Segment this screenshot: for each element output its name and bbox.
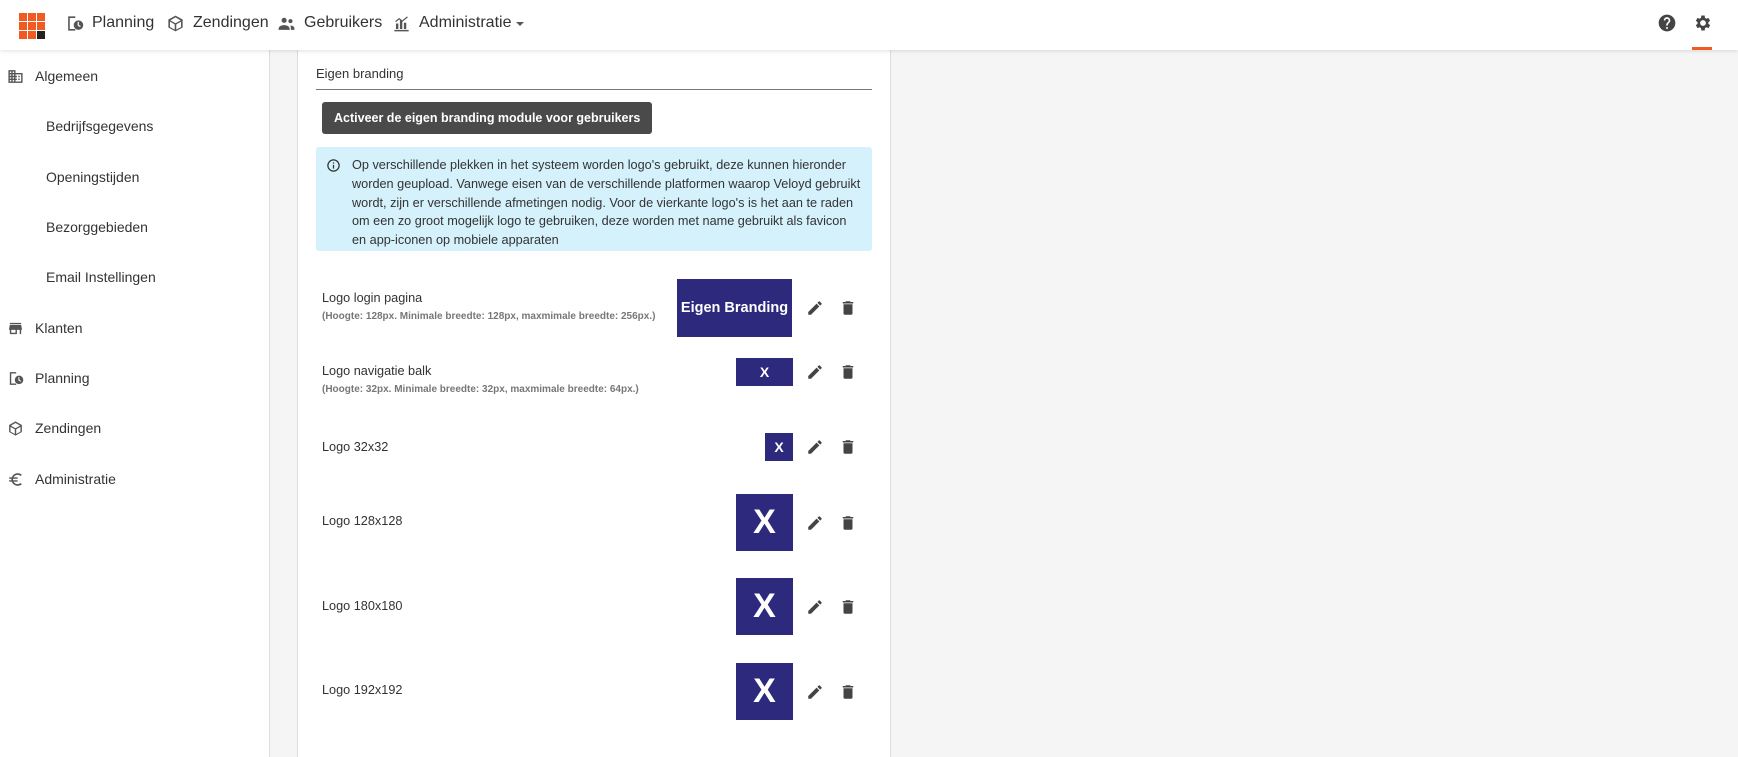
- info-icon: [326, 158, 341, 173]
- nav-zendingen[interactable]: [166, 0, 269, 46]
- gear-icon[interactable]: [1693, 13, 1713, 33]
- edit-icon[interactable]: [806, 299, 824, 317]
- edit-icon[interactable]: [806, 438, 824, 456]
- delete-icon[interactable]: [839, 363, 857, 381]
- top-navbar: [0, 0, 1738, 50]
- delete-icon[interactable]: [839, 438, 857, 456]
- sidebar-item-label: Administratie: [35, 471, 116, 487]
- sidebar-item-bedrijfsgegevens[interactable]: [46, 111, 153, 141]
- branding-card: [297, 50, 891, 757]
- delete-icon[interactable]: [839, 683, 857, 701]
- sidebar-item-label: Openingstijden: [46, 169, 140, 185]
- sidebar-item-administratie[interactable]: [0, 464, 116, 494]
- sidebar-item-algemeen[interactable]: [0, 61, 98, 91]
- logo-preview: Eigen Branding: [677, 279, 792, 337]
- package-icon: [166, 14, 185, 33]
- logo-row-128: [322, 494, 872, 552]
- sidebar-item-label: Bedrijfsgegevens: [46, 118, 154, 134]
- logo-row-192: [322, 663, 872, 721]
- sidebar-item-planning[interactable]: [0, 363, 90, 393]
- delete-icon[interactable]: [839, 299, 857, 317]
- building-icon: [7, 68, 24, 85]
- nav-zendingen-label: Zendingen: [193, 14, 269, 31]
- sidebar-item-openingstijden[interactable]: [46, 162, 139, 192]
- logo-row-login: [322, 278, 872, 338]
- logo-preview: X: [765, 433, 793, 461]
- store-icon: [7, 320, 24, 337]
- edit-icon[interactable]: [806, 683, 824, 701]
- euro-icon: [7, 471, 24, 488]
- edit-icon[interactable]: [806, 514, 824, 532]
- sidebar-item-klanten[interactable]: [0, 313, 82, 343]
- logo-row-180: [322, 578, 872, 636]
- sidebar-item-label: Algemeen: [35, 68, 99, 84]
- logo-label: Logo navigatie balk: [322, 364, 432, 378]
- logo-row-navigatie: [322, 363, 872, 413]
- edit-icon[interactable]: [806, 598, 824, 616]
- nav-planning[interactable]: [65, 0, 154, 46]
- activate-branding-button[interactable]: Activeer de eigen branding module voor gebruikers: [322, 102, 652, 134]
- nav-planning-label: Planning: [92, 14, 155, 31]
- info-alert: [316, 147, 872, 251]
- logo-label: Logo 128x128: [322, 514, 403, 528]
- logo-label: Logo 180x180: [322, 599, 403, 613]
- info-text: Op verschillende plekken in het systeem worden logo's gebruikt, deze kunnen hieronder worden geupload. Vanwege eisen van de verschillende platformen waarop Veloyd gebruikt wordt, zijn er verschillende afmetingen nodig. Voor de vierkante logo's is het aan te raden om een zo groot mogelijk logo te gebruiken, deze worden met name gebruikt als favicon en app-iconen op mobiele apparaten: [352, 158, 861, 248]
- help-icon[interactable]: [1657, 13, 1677, 33]
- sidebar: [0, 50, 270, 757]
- logo-label: Logo login pagina: [322, 291, 423, 305]
- nav-administratie-label: Administratie: [419, 14, 512, 31]
- planning-icon: [7, 370, 24, 387]
- nav-gebruikers[interactable]: [277, 0, 382, 46]
- logo-preview: X: [736, 358, 793, 386]
- section-title: Eigen branding: [316, 66, 404, 81]
- sidebar-item-label: Email Instellingen: [46, 269, 156, 285]
- sidebar-item-bezorggebieden[interactable]: [46, 212, 148, 242]
- delete-icon[interactable]: [839, 598, 857, 616]
- sidebar-item-email-instellingen[interactable]: [46, 262, 156, 292]
- sidebar-item-label: Klanten: [35, 320, 83, 336]
- nav-administratie[interactable]: [392, 0, 524, 46]
- planning-icon: [65, 14, 84, 33]
- sidebar-item-zendingen[interactable]: [0, 413, 101, 443]
- chart-icon: [392, 14, 411, 33]
- delete-icon[interactable]: [839, 514, 857, 532]
- chevron-down-icon: [516, 22, 524, 26]
- app-launcher-icon[interactable]: [19, 13, 45, 39]
- logo-preview: X: [736, 663, 793, 720]
- logo-hint: (Hoogte: 128px. Minimale breedte: 128px, maxmimale breedte: 256px.): [322, 311, 656, 322]
- users-icon: [277, 14, 296, 33]
- logo-label: Logo 192x192: [322, 683, 403, 697]
- logo-label: Logo 32x32: [322, 440, 389, 454]
- sidebar-item-label: Zendingen: [35, 420, 102, 436]
- logo-row-32: [322, 428, 872, 468]
- logo-preview: X: [736, 494, 793, 551]
- nav-gebruikers-label: Gebruikers: [304, 14, 383, 31]
- sidebar-item-label: Bezorggebieden: [46, 219, 148, 235]
- package-icon: [7, 420, 24, 437]
- logo-hint: (Hoogte: 32px. Minimale breedte: 32px, maxmimale breedte: 64px.): [322, 384, 639, 395]
- logo-preview: X: [736, 578, 793, 635]
- section-divider: [316, 89, 872, 90]
- edit-icon[interactable]: [806, 363, 824, 381]
- active-tab-indicator: [1692, 47, 1712, 50]
- sidebar-item-label: Planning: [35, 370, 90, 386]
